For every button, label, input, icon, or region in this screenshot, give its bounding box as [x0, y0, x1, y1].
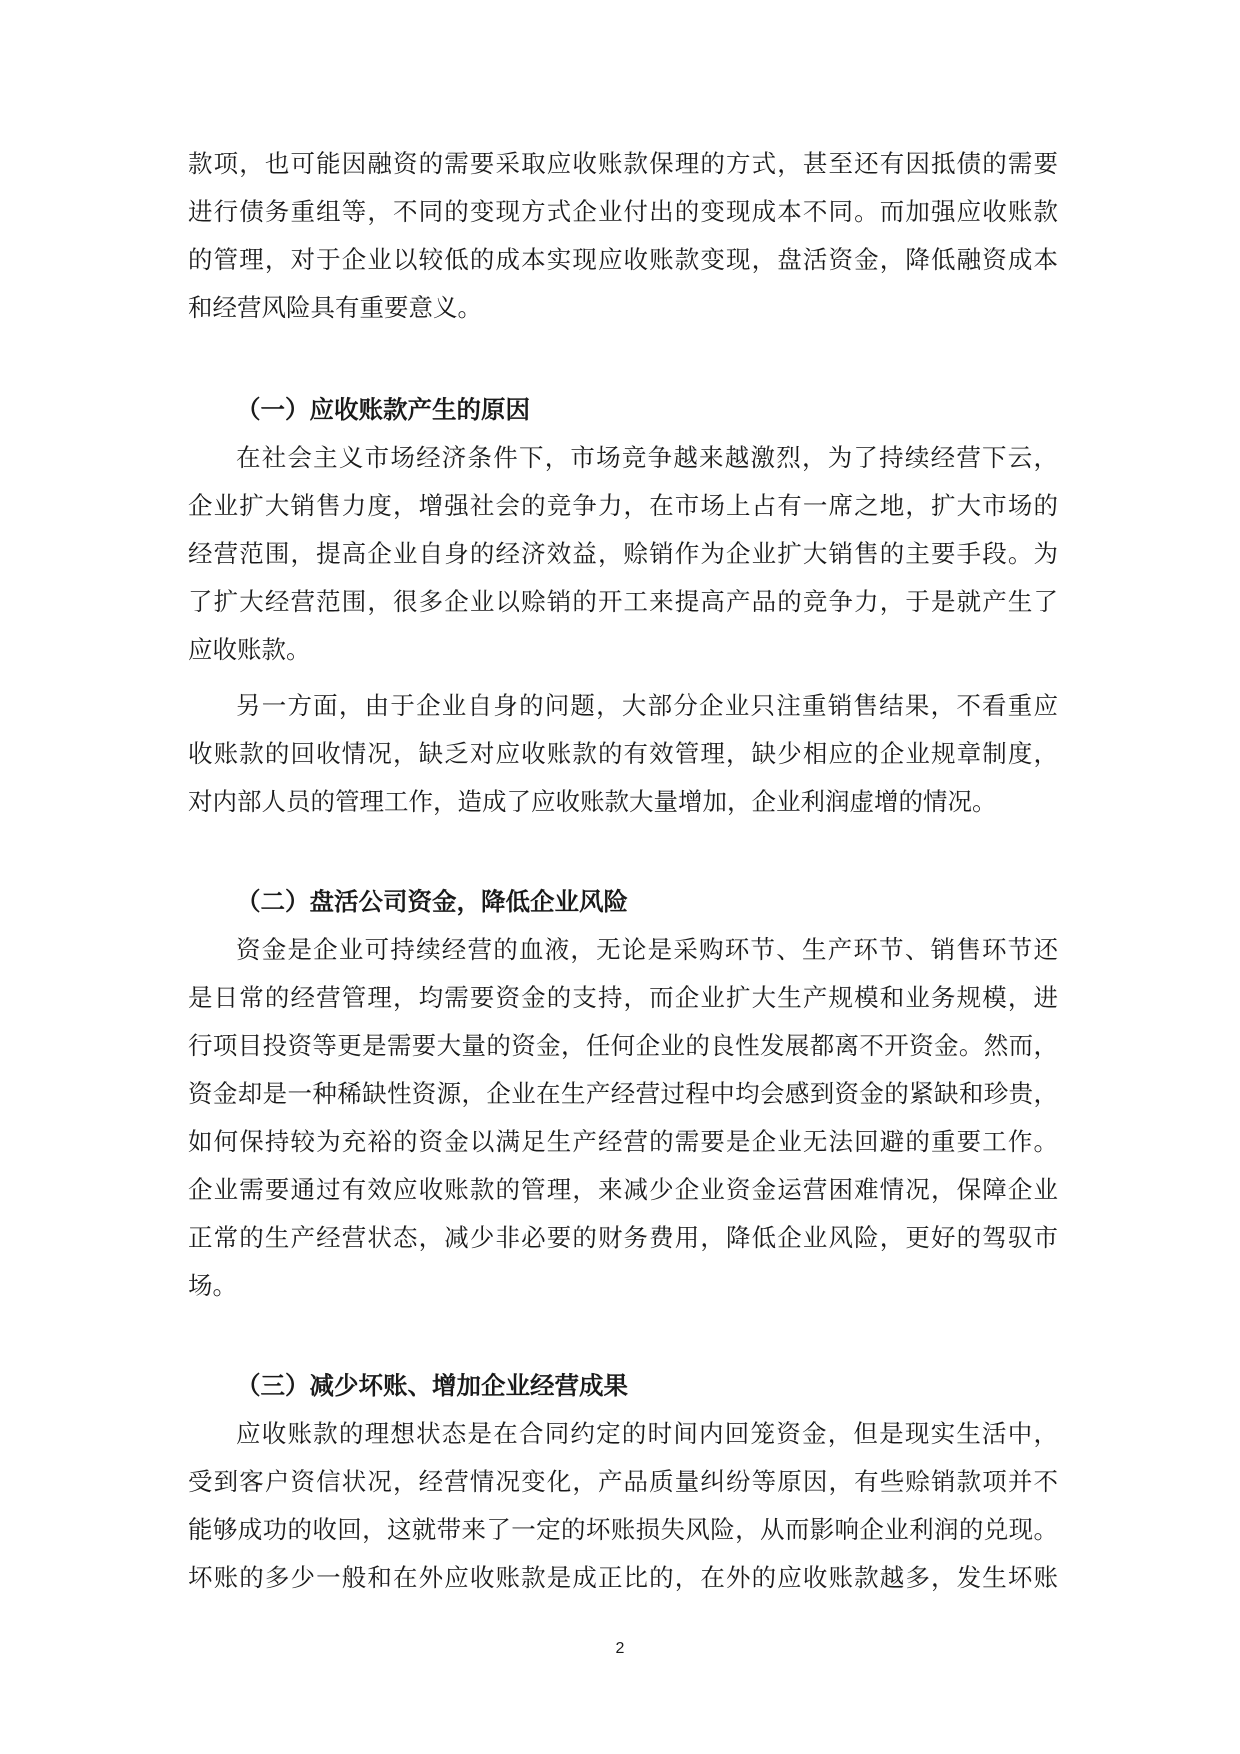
section-3-para-1-line-1: 应收账款的理想状态是在合同约定的时间内回笼资金，但是现实生活中，	[236, 1419, 1058, 1448]
section-2-para-1-line-1: 资金是企业可持续经营的血液，无论是采购环节、生产环节、销售环节还	[236, 935, 1058, 964]
section-3-heading: （三）减少坏账、增加企业经营成果	[236, 1371, 628, 1400]
section-1-para-1-line-5: 应收账款。	[188, 635, 311, 664]
intro-line-1: 款项，也可能因融资的需要采取应收账款保理的方式，甚至还有因抵债的需要	[188, 149, 1058, 178]
intro-line-4: 和经营风险具有重要意义。	[188, 293, 482, 322]
section-2-para-1-line-4: 资金却是一种稀缺性资源，企业在生产经营过程中均会感到资金的紧缺和珍贵，	[188, 1079, 1058, 1108]
section-2-para-1-line-8: 场。	[188, 1271, 237, 1300]
section-1-para-2-line-1: 另一方面，由于企业自身的问题，大部分企业只注重销售结果，不看重应	[236, 691, 1058, 720]
section-2-para-1-line-5: 如何保持较为充裕的资金以满足生产经营的需要是企业无法回避的重要工作。	[188, 1127, 1058, 1156]
intro-line-2: 进行债务重组等，不同的变现方式企业付出的变现成本不同。而加强应收账款	[188, 197, 1058, 226]
section-1-para-2-line-3: 对内部人员的管理工作，造成了应收账款大量增加，企业利润虚增的情况。	[188, 787, 997, 816]
section-3-para-1-line-3: 能够成功的收回，这就带来了一定的坏账损失风险，从而影响企业利润的兑现。	[188, 1515, 1058, 1544]
section-1-para-1-line-2: 企业扩大销售力度，增强社会的竞争力，在市场上占有一席之地，扩大市场的	[188, 491, 1058, 520]
section-3-para-1-line-4: 坏账的多少一般和在外应收账款是成正比的，在外的应收账款越多，发生坏账	[188, 1563, 1058, 1592]
section-1-para-1-line-4: 了扩大经营范围，很多企业以赊销的开工来提高产品的竞争力，于是就产生了	[188, 587, 1058, 616]
section-1-para-2-line-2: 收账款的回收情况，缺乏对应收账款的有效管理，缺少相应的企业规章制度，	[188, 739, 1058, 768]
section-1-para-1-line-3: 经营范围，提高企业自身的经济效益，赊销作为企业扩大销售的主要手段。为	[188, 539, 1058, 568]
section-1-para-1-line-1: 在社会主义市场经济条件下，市场竞争越来越激烈，为了持续经营下云，	[236, 443, 1058, 472]
section-1-heading: （一）应收账款产生的原因	[236, 395, 530, 424]
section-2-para-1-line-3: 行项目投资等更是需要大量的资金，任何企业的良性发展都离不开资金。然而，	[188, 1031, 1058, 1060]
section-2-para-1-line-2: 是日常的经营管理，均需要资金的支持，而企业扩大生产规模和业务规模，进	[188, 983, 1058, 1012]
section-3-para-1-line-2: 受到客户资信状况，经营情况变化，产品质量纠纷等原因，有些赊销款项并不	[188, 1467, 1058, 1496]
intro-line-3: 的管理，对于企业以较低的成本实现应收账款变现，盘活资金，降低融资成本	[188, 245, 1058, 274]
section-2-para-1-line-6: 企业需要通过有效应收账款的管理，来减少企业资金运营困难情况，保障企业	[188, 1175, 1058, 1204]
page-number: 2	[615, 1640, 625, 1657]
section-2-para-1-line-7: 正常的生产经营状态，减少非必要的财务费用，降低企业风险，更好的驾驭市	[188, 1223, 1058, 1252]
section-2-heading: （二）盘活公司资金，降低企业风险	[236, 887, 628, 916]
